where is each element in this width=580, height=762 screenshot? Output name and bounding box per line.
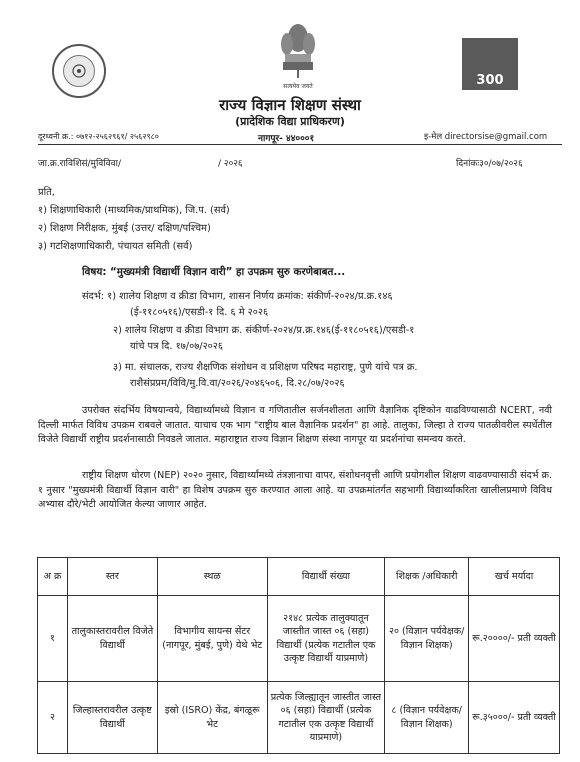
ref-number: जा.क्र.राविशिसं/मुविविवा/: [38, 159, 121, 169]
table-row: [38, 682, 560, 754]
table-row: [38, 596, 560, 682]
ref-year: / २०२६: [218, 159, 243, 169]
header-students: विद्यार्थी संख्या: [267, 558, 385, 596]
header-place: स्थळ: [157, 558, 267, 596]
cell-students: २१४८ प्रत्येक तालुक्यातून जास्तीत जास्त ०६ (सहा) विद्यार्थी (प्रत्येक गटातील एक उत्कृष्ट विद्यार्थी याप्रमाणे): [267, 596, 385, 682]
recipient-item: २) शिक्षण निरीक्षक, मुंबई (उत्तर/ दक्षिण/पश्चिम): [38, 223, 211, 234]
anniversary-logo-text: 300: [476, 73, 504, 88]
letter-subject: विषय: “मुख्यमंत्री विद्यार्थी विज्ञान वारी” हा उपक्रम सुरु करणेबाबत...: [82, 266, 346, 278]
body-paragraph: उपरोक्त संदर्भिय विषयान्वये, विद्यार्थ्यांमध्ये विज्ञान व गणितातील सर्जनशीलता आणि वैज्ञानिक दृष्टिकोन वाढविण्यासाठी NCERT, नवी दिल्ली मार्फत विविध उपक्रम राबवले जातात. याचाच एक भाग "राष्ट्रीय बाल वैज्ञानिक प्रदर्शन" हा आहे. तालुका, जिल्हा ते राज्य पातळीवरील स्पर्धेतील विजेते विद्यार्थी राष्ट्रीय प्रदर्शनासाठी निवडले जातात. महाराष्ट्रात राज्य विज्ञान शिक्षण संस्था नागपूर या प्रदर्शनांचा समन्वय करते.: [38, 405, 552, 446]
body-paragraph: राष्ट्रीय शिक्षण धोरण (NEP) २०२० नुसार, विद्यार्थ्यांमध्ये तंत्रज्ञानाचा वापर, संशोधनवृत्ती आणि प्रयोगशील शिक्षण वाढवण्यासाठी संदर्भ क्र. १ नुसार "मुख्यमंत्री विद्यार्थी विज्ञान वारी" हा विशेष उपक्रम सुरु करण्यात आला आहे. या उपक्रमांतर्गत सहभागी विद्यार्थ्यांकरिता खालीलप्रमाणे विविध अभ्यास दौरे/भेटी आयोजित केल्या जाणार आहेत.: [38, 470, 552, 511]
table-header-row: [38, 558, 560, 596]
phone-number: दूरध्वनी क्र.: ०७१२-२५६२९६१/ २५६२९८०: [38, 132, 159, 141]
seal-center-icon: [63, 55, 95, 87]
org-subtitle: (प्रादेशिक विद्या प्राधिकरण): [235, 115, 345, 128]
institute-seal-logo: [52, 44, 106, 98]
reference-line: यांचे पत्र दि. १७/०७/२०२६: [130, 341, 223, 352]
reference-line: ३) मा. संचालक, राज्य शैक्षणिक संशोधन व प्रशिक्षण परिषद महाराष्ट्र, पुणे यांचे पत्र क्र.: [113, 362, 418, 373]
cell-level: तालुकास्तरावरील विजेते विद्यार्थी: [67, 596, 157, 682]
cell-place: विभागीय सायन्स सेंटर (नागपूर, मुंबई, पुणे) येथे भेट: [157, 596, 267, 682]
header-serial: अ क्र: [38, 558, 68, 596]
anniversary-logo: [462, 38, 518, 90]
cell-cost: रू.२००००/- प्रती व्यक्ती: [469, 596, 560, 682]
reference-line: (ई-११८०५१६)/एसडी-१ दि. ६ मे २०२६: [130, 307, 269, 318]
cell-students: प्रत्येक जिल्ह्यातून जास्तीत जास्त ०६ (सहा) विद्यार्थी (प्रत्येक गटातील एक उत्कृष्ट विद्यार्थी याप्रमाणे): [267, 682, 385, 754]
recipient-item: ३) गटशिक्षणाधिकारी, पंचायत समिती (सर्व): [38, 241, 193, 252]
reference-line: २) शालेय शिक्षण व क्रीडा विभाग क्र. संकीर्ण-२०२४/प्र.क्र.१४६(ई-११८०५१६)/एसडी-१: [113, 325, 415, 336]
reference-line: संदर्भ: १) शालेय शिक्षण व क्रीडा विभाग, शासन निर्णय क्रमांक: संकीर्ण-२०२४/प्र.क्र.१४६: [82, 291, 393, 302]
cell-level: जिल्हास्तरावरील उत्कृष्ट विद्यार्थी: [67, 682, 157, 754]
email-address: इ-मेल directorsise@gmail.com: [424, 132, 548, 142]
national-emblem-logo: [275, 20, 321, 90]
header-level: स्तर: [67, 558, 157, 596]
letter-date: दिनांकः३०/०७/२०२६: [456, 159, 523, 169]
cell-cost: रू.३५०००/- प्रती व्यक्ती: [469, 682, 560, 754]
cell-serial: २: [38, 682, 68, 754]
cell-staff: २० (विज्ञान पर्यवेक्षक/विज्ञान शिक्षक): [385, 596, 469, 682]
recipient-item: १) शिक्षणाधिकारी (माध्यमिक/प्राथमिक), जि.प. (सर्व): [38, 205, 230, 216]
header-cost: खर्च मर्यादा: [469, 558, 560, 596]
recipients-salutation: प्रति,: [38, 187, 55, 198]
header-rule: [38, 144, 562, 145]
org-name: राज्य विज्ञान शिक्षण संस्था: [219, 96, 361, 114]
city-pin: नागपूर- ४४०००१: [258, 134, 315, 144]
reference-line: राशैसंप्रप्रम/विवि/मु.वि.वा/२०२६/२०४६५०६, दि.२८/०७/२०२६: [130, 378, 345, 389]
cell-staff: ८ (विज्ञान पर्यवेक्षक/विज्ञान शिक्षक): [385, 682, 469, 754]
emblem-caption: सत्यमेव जयते: [283, 83, 313, 90]
cell-serial: १: [38, 596, 68, 682]
program-table: [37, 557, 560, 754]
cell-place: इस्रो (ISRO) केंद्र, बंगळूरू भेट: [157, 682, 267, 754]
header-staff: शिक्षक /अधिकारी: [385, 558, 469, 596]
